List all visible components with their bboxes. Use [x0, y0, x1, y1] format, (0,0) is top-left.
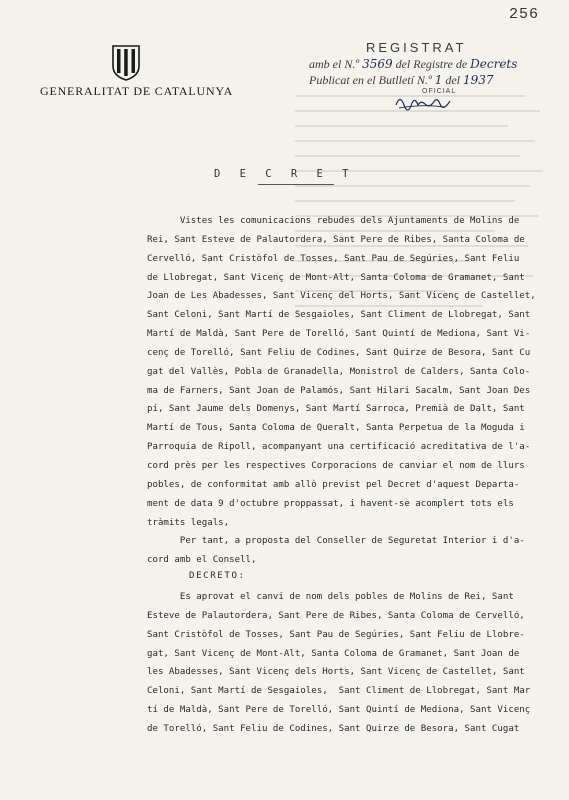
stamp-bulletin-number: 1 — [434, 73, 443, 87]
organization-name: GENERALITAT DE CATALUNYA — [40, 84, 234, 98]
paragraph-decree: Es aprovat el canvi de nom dels pobles de Molins de Rei, Sant Esteve de Palautordera, Sant Pere de Ribes, Santa Coloma de Cervelló, Sant Cristòfol de Tosses, Sant Pau de Segúries, Sant Feliu de Llobre- gat, Sant Vicenç de Mont-Alt, Santa Coloma de Gramanet, Sant Joan de les Abadesses, Sant Vicenç dels Horts, Sant Vicenç de Castellet, Sant Celoni, Sant Martí de Sesgaioles, Sant Climent de Llobregat, Sant Mar tí de Maldà, Sant Pere de Torelló, Sant Quintí de Mediona, Sant Vicenç de Torelló, Sant Feliu de Codines, Sant Quirze de Besora, Sant Cugat — [147, 592, 531, 734]
stamp-register-suffix: del Registre de — [395, 57, 468, 71]
stamp-line-register — [309, 57, 517, 72]
stamp-official-label: OFICIAL — [422, 88, 457, 95]
registry-stamp — [309, 40, 539, 110]
stamp-register-number: 3569 — [362, 57, 393, 71]
stamp-register-prefix: amb el N.º — [309, 57, 360, 71]
page-number: 256 — [508, 6, 539, 23]
stamp-bulletin-year: 1937 — [463, 73, 494, 87]
paragraph-proposal: Per tant, a proposta del Conseller de Seguretat Interior i d'a- cord amb el Consell, — [147, 536, 525, 565]
stamp-line-bulletin — [309, 73, 494, 88]
stamp-register-name: Decrets — [470, 57, 518, 71]
decreto-heading: DECRETO: — [189, 571, 246, 581]
stamp-title: REGISTRAT — [366, 40, 467, 55]
generalitat-emblem-icon — [111, 44, 141, 82]
paragraph-considerations: Vistes les comunicacions rebudes dels Ajuntaments de Molins de Rei, Sant Esteve de Palautordera, Sant Pere de Ribes, Santa Coloma de Cervelló, Sant Cristòfol de Tosses, Sant Pau de Segúries, Sant Feliu de Llobregat, Sant Vicenç de Mont-Alt, Santa Coloma de Gramanet, Sant Joan de Les Abadesses, Sant Vicenç del Horts, Sant Vicenç de Castellet, Sant Celoni, Sant Martí de Sesgaioles, Sant Climent de Llobregat, Sant Martí de Maldà, Sant Pere de Torelló, Sant Quintí de Mediona, Sant Vi- cenç de Torelló, Sant Feliu de Codines, Sant Quirze de Besora, Sant Cu gat del Vallès, Pobla de Granadella, Monistrol de Calders, Santa Colo- ma de Farners, Sant Joan de Palamós, Sant Hilari Sacalm, Sant Joan Des pí, Sant Jaume dels Domenys, Sant Martí Sarroca, Premià de Dalt, Sant Martí de Tous, Santa Coloma de Queralt, Santa Perpetua de la Moguda i Parroquia de Ripoll, acompanyant una certificació acreditativa de l'a- cord près per les respectives Corporacions de canviar el nom de llurs pobles, de conformitat amb allò previst pel Decret d'aquest Departa- ment de data 9 d'octubre proppassat, i havent-se acomplert tots els tràmits legals, — [147, 216, 536, 528]
document-title: D E C R E T — [213, 168, 356, 180]
handwritten-signature — [393, 91, 453, 111]
stamp-bulletin-prefix: Publicat en el Butlletí N.º — [309, 73, 432, 87]
title-underline — [258, 184, 334, 185]
stamp-bulletin-middle: del — [445, 73, 461, 87]
